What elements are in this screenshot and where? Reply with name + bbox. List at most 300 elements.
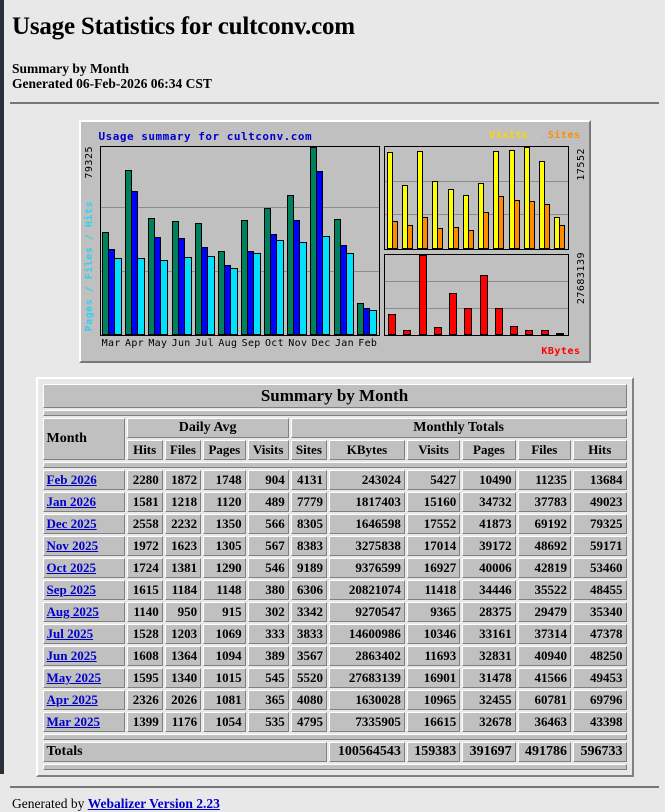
data-cell: 16615 [407,712,460,732]
bar-group [241,147,261,335]
data-cell: 29479 [518,602,571,622]
month-cell [43,514,125,534]
data-cell: 8383 [291,536,327,556]
totals-value: 596733 [573,742,626,762]
table-caption: Summary by Month [43,384,627,408]
data-cell: 1615 [127,580,163,600]
data-cell: 33161 [462,624,515,644]
table-row [43,470,627,490]
data-cell: 333 [248,624,289,644]
table-spacer-row [43,734,627,740]
month-cell [43,646,125,666]
bar-group [388,255,396,335]
totals-value: 491786 [518,742,571,762]
data-cell: 5520 [291,668,327,688]
bar-pages [346,253,354,335]
data-cell: 27683139 [329,668,405,688]
summary-table-wrapper [36,377,634,777]
bar-group [434,255,442,335]
spacer-cell [43,410,627,416]
data-cell: 9376599 [329,558,405,578]
data-cell: 566 [248,514,289,534]
subtitle-generated-timestamp: Generated 06-Feb-2026 06:34 CST [12,76,212,91]
bar-kbytes [388,314,396,335]
data-cell: 1872 [165,470,201,490]
x-axis-label: May [148,338,168,349]
bar-kbytes [464,308,472,335]
x-axis-label: Apr [125,338,144,349]
data-cell: 1140 [127,602,163,622]
month-link[interactable]: Jul 2025 [46,626,94,641]
data-cell: 2280 [127,470,163,490]
data-cell: 1081 [203,690,245,710]
bar-group [449,255,457,335]
data-cell: 1595 [127,668,163,688]
data-cell: 1623 [165,536,201,556]
data-cell: 546 [248,558,289,578]
data-cell: 69192 [518,514,571,534]
x-axis-label: Oct [264,338,284,349]
month-cell [43,580,125,600]
data-cell: 3275838 [329,536,405,556]
data-cell: 1069 [203,624,245,644]
bar-group [264,147,284,335]
data-cell: 48692 [518,536,571,556]
chart-left-axis-label: Pages / Files / Hits [83,200,95,331]
totals-label: Totals [43,742,328,762]
month-cell [43,492,125,512]
month-link[interactable]: Nov 2025 [46,538,99,553]
data-cell: 1581 [127,492,163,512]
x-axis-label: Jul [194,338,214,349]
data-cell: 1528 [127,624,163,644]
data-cell: 1608 [127,646,163,666]
month-link[interactable]: Dec 2025 [46,516,97,531]
totals-value: 391697 [462,742,515,762]
data-cell: 34732 [462,492,515,512]
data-cell: 10346 [407,624,460,644]
bar-sites [468,230,474,249]
data-cell: 904 [248,470,289,490]
bar-group [464,255,472,335]
legend-visits-label: Visits [489,130,529,141]
column-header-files: Files [518,440,571,460]
bar-kbytes [510,326,518,335]
data-cell: 11693 [407,646,460,666]
month-cell [43,558,125,578]
bar-pages [160,260,168,335]
table-row [43,712,627,732]
data-cell: 16927 [407,558,460,578]
data-cell: 1364 [165,646,201,666]
data-cell: 32455 [462,690,515,710]
table-spacer-row [43,462,627,468]
data-cell: 5427 [407,470,460,490]
data-cell: 32831 [462,646,515,666]
usage-summary-chart [79,120,591,363]
data-cell: 37783 [518,492,571,512]
column-header-kbytes: KBytes [329,440,405,460]
usage-summary-chart-wrapper [79,120,591,363]
data-cell: 1972 [127,536,163,556]
bar-group [357,147,377,335]
table-row [43,580,627,600]
x-axis-label: Jan [334,338,354,349]
data-cell: 9365 [407,602,460,622]
bar-kbytes [480,275,488,335]
bar-pages [322,236,330,335]
group-header-daily-avg: Daily Avg [127,418,289,438]
bar-group-container [101,147,379,335]
bar-kbytes [556,333,564,335]
data-cell: 40940 [518,646,571,666]
data-cell: 2232 [165,514,201,534]
bar-group [403,255,411,335]
bar-group [387,147,398,249]
data-cell: 47378 [573,624,626,644]
data-cell: 9189 [291,558,327,578]
data-cell: 9270547 [329,602,405,622]
bar-sites [498,196,504,249]
bar-sites [483,212,489,249]
table-body [43,462,627,732]
month-link[interactable]: Aug 2025 [46,604,99,619]
data-cell: 4131 [291,470,327,490]
bar-sites [407,225,413,249]
data-cell: 49453 [573,668,626,688]
data-cell: 36463 [518,712,571,732]
month-link[interactable]: Apr 2025 [46,692,98,707]
data-cell: 17552 [407,514,460,534]
data-cell: 42819 [518,558,571,578]
group-header-monthly-totals: Monthly Totals [291,418,627,438]
table-caption-row [43,384,627,408]
data-cell: 15160 [407,492,460,512]
bar-group-container [385,147,568,249]
month-cell [43,668,125,688]
bar-pages [253,253,261,335]
bar-sites [559,225,565,249]
month-link[interactable]: May 2025 [46,670,102,685]
bar-kbytes [403,330,411,335]
x-axis-label: Nov [288,338,308,349]
bar-sites [514,200,520,249]
bar-kbytes [434,327,442,335]
spacer-cell [43,764,627,770]
chart-left-axis-max: 79325 [83,146,95,179]
table-spacer-row [43,764,627,770]
bar-group [509,147,520,249]
bar-group [195,147,215,335]
data-cell: 1724 [127,558,163,578]
data-cell: 17014 [407,536,460,556]
page-footer [12,796,665,812]
month-cell [43,536,125,556]
page-body [4,0,665,811]
bar-sites [437,228,443,249]
month-cell [43,690,125,710]
data-cell: 1054 [203,712,245,732]
table-row [43,536,627,556]
bar-group [495,255,503,335]
x-axis-label: Jun [171,338,191,349]
chart-title: Usage summary for cultconv.com [98,130,313,143]
data-cell: 79325 [573,514,626,534]
data-cell: 1748 [203,470,245,490]
data-cell: 365 [248,690,289,710]
table-row [43,558,627,578]
data-cell: 53460 [573,558,626,578]
spacer-cell [43,462,627,468]
column-header-hits: Hits [573,440,626,460]
data-cell: 2026 [165,690,201,710]
bar-pages [230,268,238,335]
data-cell: 3567 [291,646,327,666]
bar-pages [276,240,284,335]
data-cell: 1120 [203,492,245,512]
bar-group [287,147,307,335]
x-axis-label: Mar [101,338,121,349]
data-cell: 41873 [462,514,515,534]
data-cell: 3833 [291,624,327,644]
bar-sites [422,217,428,249]
bar-pages [299,242,307,335]
table-row [43,624,627,644]
bar-group [417,147,428,249]
bar-kbytes [419,255,427,335]
month-link[interactable]: Feb 2026 [46,472,97,487]
table-column-header-row [43,440,627,460]
column-header-month: Month [43,418,125,460]
bar-pages [137,258,145,335]
table-row [43,602,627,622]
data-cell: 35522 [518,580,571,600]
bar-kbytes [495,308,503,335]
data-cell: 1015 [203,668,245,688]
data-cell: 389 [248,646,289,666]
data-cell: 48455 [573,580,626,600]
data-cell: 43398 [573,712,626,732]
data-cell: 950 [165,602,201,622]
totals-value: 159383 [407,742,460,762]
bar-pages [184,257,192,335]
bar-sites [453,227,459,249]
month-cell [43,712,125,732]
data-cell: 7779 [291,492,327,512]
footer-prefix: Generated by [12,796,88,811]
bar-pages [207,256,215,335]
column-header-hits: Hits [127,440,163,460]
footer-divider [10,786,659,788]
data-cell: 535 [248,712,289,732]
data-cell: 380 [248,580,289,600]
chart-legend-kbytes: KBytes [541,346,581,357]
data-cell: 1350 [203,514,245,534]
bar-group [102,147,122,335]
month-link[interactable]: Jun 2025 [46,648,97,663]
bar-group [525,255,533,335]
data-cell: 545 [248,668,289,688]
table-head [43,384,627,460]
data-cell: 1148 [203,580,245,600]
bar-group-container [385,255,568,335]
totals-value: 100564543 [329,742,405,762]
chart-panel-visits-sites [384,146,569,250]
bar-pages [114,258,122,335]
table-row [43,514,627,534]
bar-kbytes [541,330,549,335]
data-cell: 2558 [127,514,163,534]
data-cell: 1817403 [329,492,405,512]
bar-sites [529,201,535,249]
table-row [43,492,627,512]
bar-group [172,147,192,335]
bar-group [493,147,504,249]
month-link[interactable]: Sep 2025 [46,582,96,597]
data-cell: 1340 [165,668,201,688]
table-row [43,690,627,710]
bar-group [524,147,535,249]
totals-row [43,742,627,762]
subtitle-summary-by-month: Summary by Month [12,61,130,76]
bar-group [448,147,459,249]
month-cell [43,624,125,644]
data-cell: 567 [248,536,289,556]
page-subtitle [12,61,665,91]
data-cell: 6306 [291,580,327,600]
data-cell: 60781 [518,690,571,710]
data-cell: 59171 [573,536,626,556]
bar-group [480,255,488,335]
bar-group [334,147,354,335]
x-axis-label: Aug [218,338,238,349]
data-cell: 49023 [573,492,626,512]
data-cell: 32678 [462,712,515,732]
data-cell: 2326 [127,690,163,710]
data-cell: 1646598 [329,514,405,534]
bar-kbytes [449,293,457,335]
chart-panel-kbytes [384,254,569,336]
column-header-visits: Visits [248,440,289,460]
data-cell: 1399 [127,712,163,732]
bar-group [510,255,518,335]
data-cell: 40006 [462,558,515,578]
data-cell: 243024 [329,470,405,490]
bar-group [148,147,168,335]
bar-pages [369,310,377,335]
data-cell: 10965 [407,690,460,710]
data-cell: 34446 [462,580,515,600]
chart-legend-visits-sites [489,130,580,141]
page-title: Usage Statistics for cultconv.com [12,13,355,40]
month-link[interactable]: Oct 2025 [46,560,96,575]
data-cell: 4080 [291,690,327,710]
data-cell: 41566 [518,668,571,688]
chart-x-axis-labels [100,338,380,349]
data-cell: 1290 [203,558,245,578]
data-cell: 31478 [462,668,515,688]
bar-sites [544,204,550,249]
bar-group [556,255,564,335]
x-axis-label: Dec [311,338,331,349]
data-cell: 35340 [573,602,626,622]
column-header-visits: Visits [407,440,460,460]
data-cell: 1203 [165,624,201,644]
legend-separator: / [528,130,548,141]
data-cell: 8305 [291,514,327,534]
bar-group [419,255,427,335]
bar-group [463,147,474,249]
bar-group [125,147,145,335]
table-group-header-row [43,418,627,438]
data-cell: 11418 [407,580,460,600]
data-cell: 915 [203,602,245,622]
table-spacer-row [43,410,627,416]
bar-group [539,147,550,249]
data-cell: 4795 [291,712,327,732]
bar-group [310,147,330,335]
bar-group [554,147,565,249]
chart-panel-pages-files-hits [100,146,380,336]
data-cell: 20821074 [329,580,405,600]
bar-group [541,255,549,335]
month-cell [43,470,125,490]
data-cell: 48250 [573,646,626,666]
column-header-files: Files [165,440,201,460]
data-cell: 1094 [203,646,245,666]
data-cell: 37314 [518,624,571,644]
x-axis-label: Feb [358,338,378,349]
table-row [43,646,627,666]
data-cell: 10490 [462,470,515,490]
data-cell: 7335905 [329,712,405,732]
month-link[interactable]: Mar 2025 [46,714,101,729]
bar-group [432,147,443,249]
data-cell: 39172 [462,536,515,556]
month-link[interactable]: Jan 2026 [46,494,96,509]
data-cell: 1184 [165,580,201,600]
data-cell: 1176 [165,712,201,732]
column-header-sites: Sites [291,440,327,460]
column-header-pages: Pages [462,440,515,460]
table-foot [43,734,627,770]
bar-sites [392,221,398,249]
data-cell: 489 [248,492,289,512]
data-cell: 69796 [573,690,626,710]
data-cell: 14600986 [329,624,405,644]
table-row [43,668,627,688]
legend-sites-label: Sites [547,130,581,141]
month-cell [43,602,125,622]
bar-group [478,147,489,249]
chart-right-axis-kbytes-max: 27683139 [575,252,587,305]
data-cell: 1218 [165,492,201,512]
bar-kbytes [525,330,533,335]
bar-group [402,147,413,249]
bar-group [218,147,238,335]
data-cell: 1630028 [329,690,405,710]
data-cell: 16901 [407,668,460,688]
data-cell: 28375 [462,602,515,622]
data-cell: 1305 [203,536,245,556]
summary-by-month-table [41,382,629,772]
data-cell: 3342 [291,602,327,622]
spacer-cell [43,734,627,740]
chart-right-axis-visits-max: 17552 [575,148,587,181]
webalizer-version-link[interactable]: Webalizer Version 2.23 [87,796,220,811]
data-cell: 13684 [573,470,626,490]
x-axis-label: Sep [241,338,261,349]
